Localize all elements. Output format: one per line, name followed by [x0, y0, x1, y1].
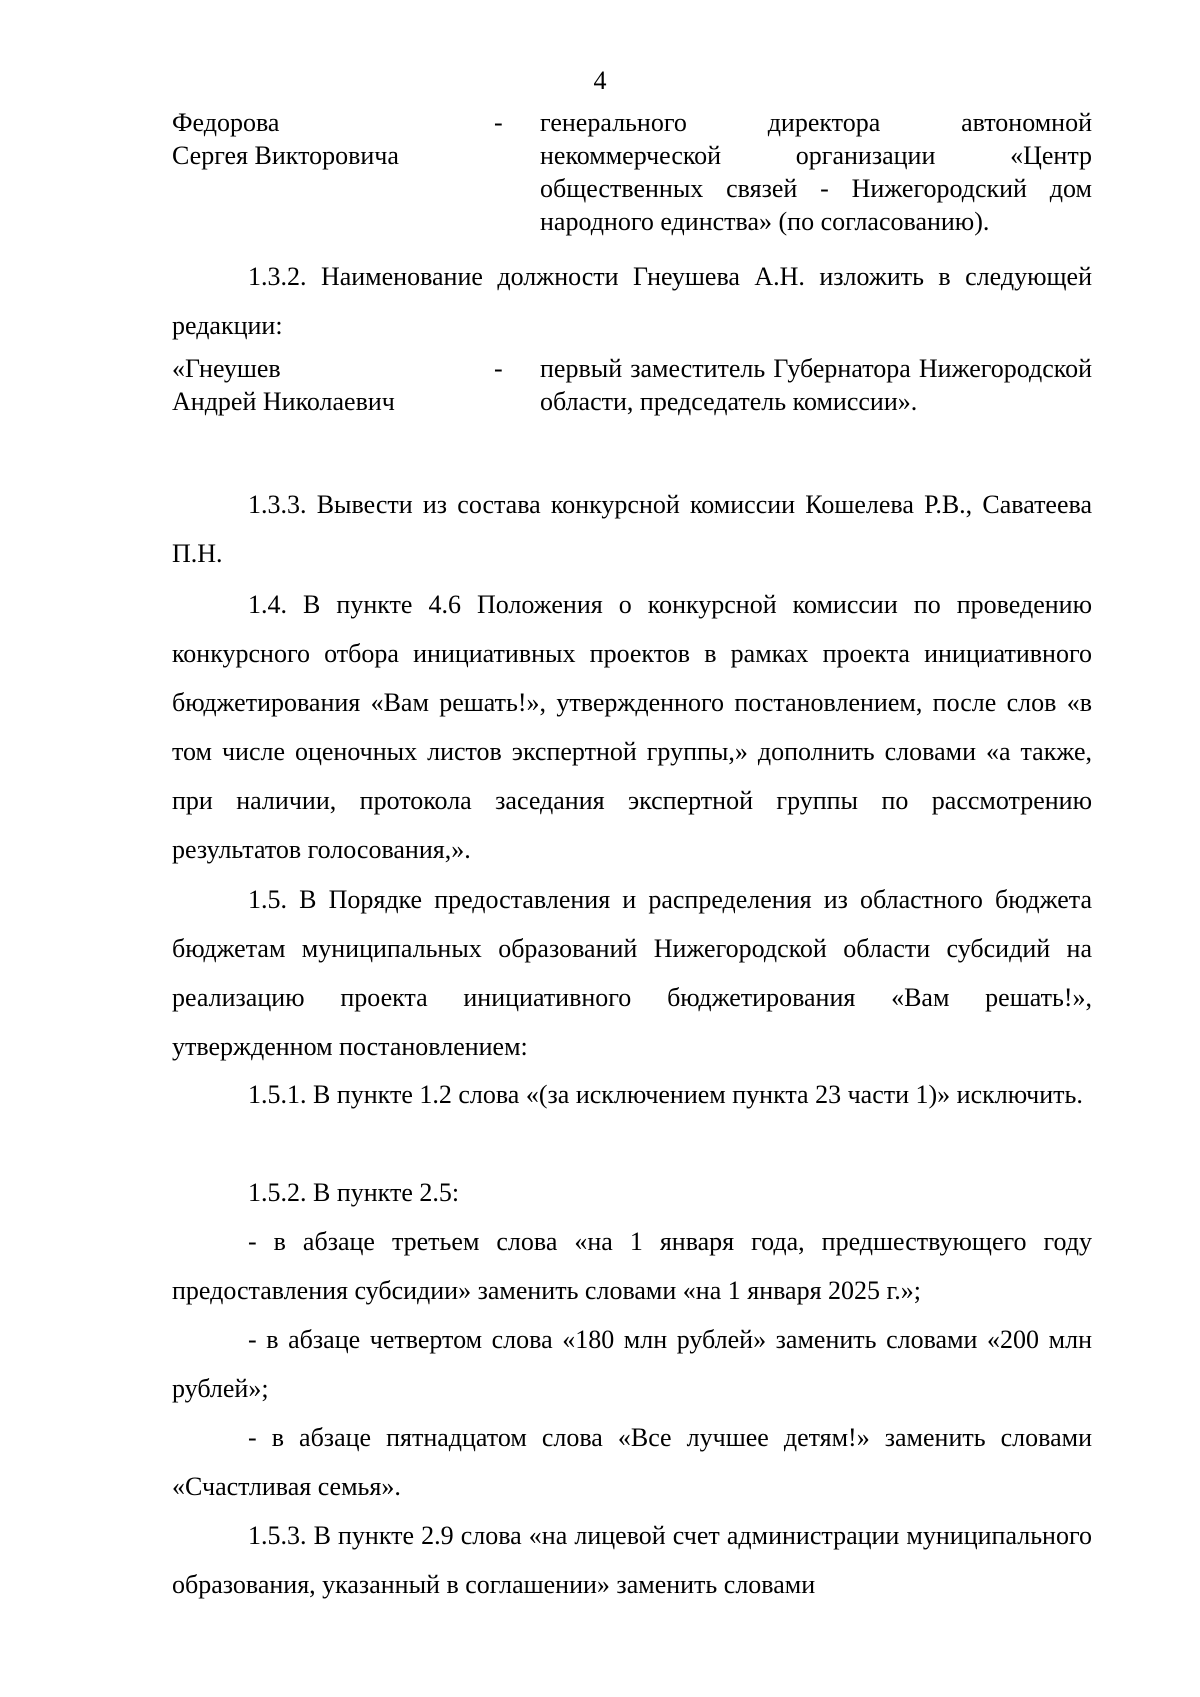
paragraph-1-3-3: 1.3.3. Вывести из состава конкурсной комиссии Кошелева Р.В., Саватеева П.Н.: [172, 490, 1092, 568]
paragraph-1-5-2: 1.5.2. В пункте 2.5:: [248, 1178, 460, 1207]
paragraph-dash-3: - в абзаце пятнадцатом слова «Все лучшее детям!» заменить словами «Счастливая семья».: [172, 1423, 1092, 1501]
member-position: первый заместитель Губернатора Нижегородской области, председатель комиссии».: [540, 354, 1092, 416]
entry-dash: -: [494, 354, 503, 383]
paragraph-1-5-1: 1.5.1. В пункте 1.2 слова «(за исключением пункта 23 части 1)» исключить.: [248, 1080, 1083, 1109]
member-name: [172, 106, 472, 172]
paragraph-dash-2: - в абзаце четвертом слова «180 млн рублей» заменить словами «200 млн рублей»;: [172, 1325, 1092, 1403]
paragraph-1-5-3: 1.5.3. В пункте 2.9 слова «на лицевой счет администрации муниципального образования, указанный в соглашении» заменить словами: [172, 1521, 1092, 1599]
page-number: 4: [593, 66, 607, 95]
member-given-names: Андрей Николаевич: [172, 387, 395, 416]
paragraph-1-5: 1.5. В Порядке предоставления и распределения из областного бюджета бюджетам муниципальных образований Нижегородской области субсидий на реализацию проекта инициативного бюджетирования «Вам решать!», утвержденном постановлением:: [172, 885, 1092, 1061]
entry-dash: -: [494, 108, 503, 137]
paragraph-1-4: 1.4. В пункте 4.6 Положения о конкурсной комиссии по проведению конкурсного отбора инициативных проектов в рамках проекта инициативного бюджетирования «Вам решать!», утвержденного постановлением, после слов «в том числе оценочных листов экспертной группы,» дополнить словами «а также, при наличии, протокола заседания экспертной группы по рассмотрению результатов голосования,».: [172, 590, 1092, 864]
member-entry-gneushev: [172, 352, 1092, 452]
member-entry-fedorov: [172, 106, 1092, 236]
member-position: генерального директора автономной некоммерческой организации «Центр общественных связей - Нижегородский дом народного единства» (по согласованию).: [540, 108, 1092, 236]
paragraph-dash-1: - в абзаце третьем слова «на 1 января года, предшествующего году предоставления субсидии» заменить словами «на 1 января 2025 г.»;: [172, 1227, 1092, 1305]
member-given-names: Сергея Викторовича: [172, 141, 399, 170]
paragraph-1-3-2: 1.3.2. Наименование должности Гнеушева А.Н. изложить в следующей редакции:: [172, 262, 1092, 340]
member-surname: «Гнеушев: [172, 354, 281, 383]
member-name: [172, 352, 472, 418]
member-surname: Федорова: [172, 108, 280, 137]
